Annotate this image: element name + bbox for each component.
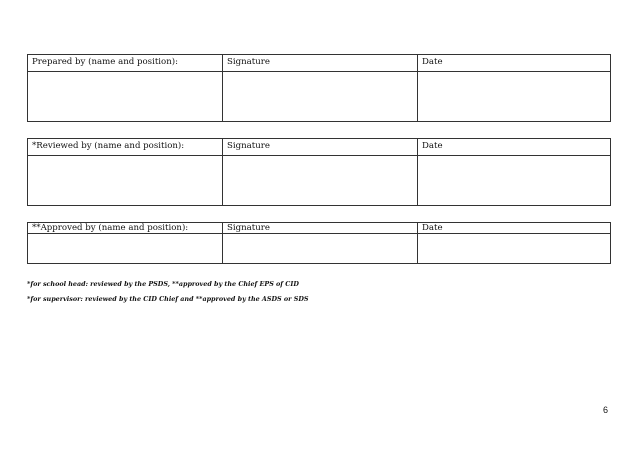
reviewed-by-label: *Reviewed by (name and position): bbox=[28, 139, 223, 156]
prepared-by-label: Prepared by (name and position): bbox=[28, 55, 223, 72]
reviewed-signature-label: Signature bbox=[223, 139, 418, 156]
prepared-signature-label: Signature bbox=[223, 55, 418, 72]
approved-by-table bbox=[27, 222, 611, 264]
reviewed-signature-cell[interactable] bbox=[223, 156, 418, 206]
approved-date-label: Date bbox=[418, 223, 611, 234]
prepared-by-name-cell[interactable] bbox=[28, 72, 223, 122]
prepared-date-label: Date bbox=[418, 55, 611, 72]
reviewed-date-label: Date bbox=[418, 139, 611, 156]
prepared-date-cell[interactable] bbox=[418, 72, 611, 122]
approved-signature-label: Signature bbox=[223, 223, 418, 234]
approved-signature-cell[interactable] bbox=[223, 234, 418, 264]
approved-by-label: **Approved by (name and position): bbox=[28, 223, 223, 234]
footnote-school-head: *for school head: reviewed by the PSDS, **approved by the Chief EPS of CID bbox=[27, 280, 299, 288]
approved-date-cell[interactable] bbox=[418, 234, 611, 264]
prepared-by-table bbox=[27, 54, 611, 122]
reviewed-date-cell[interactable] bbox=[418, 156, 611, 206]
prepared-signature-cell[interactable] bbox=[223, 72, 418, 122]
page-number: 6 bbox=[603, 405, 609, 415]
reviewed-by-name-cell[interactable] bbox=[28, 156, 223, 206]
approved-by-name-cell[interactable] bbox=[28, 234, 223, 264]
reviewed-by-table bbox=[27, 138, 611, 206]
footnote-supervisor: *for supervisor: reviewed by the CID Chief and **approved by the ASDS or SDS bbox=[27, 295, 309, 303]
